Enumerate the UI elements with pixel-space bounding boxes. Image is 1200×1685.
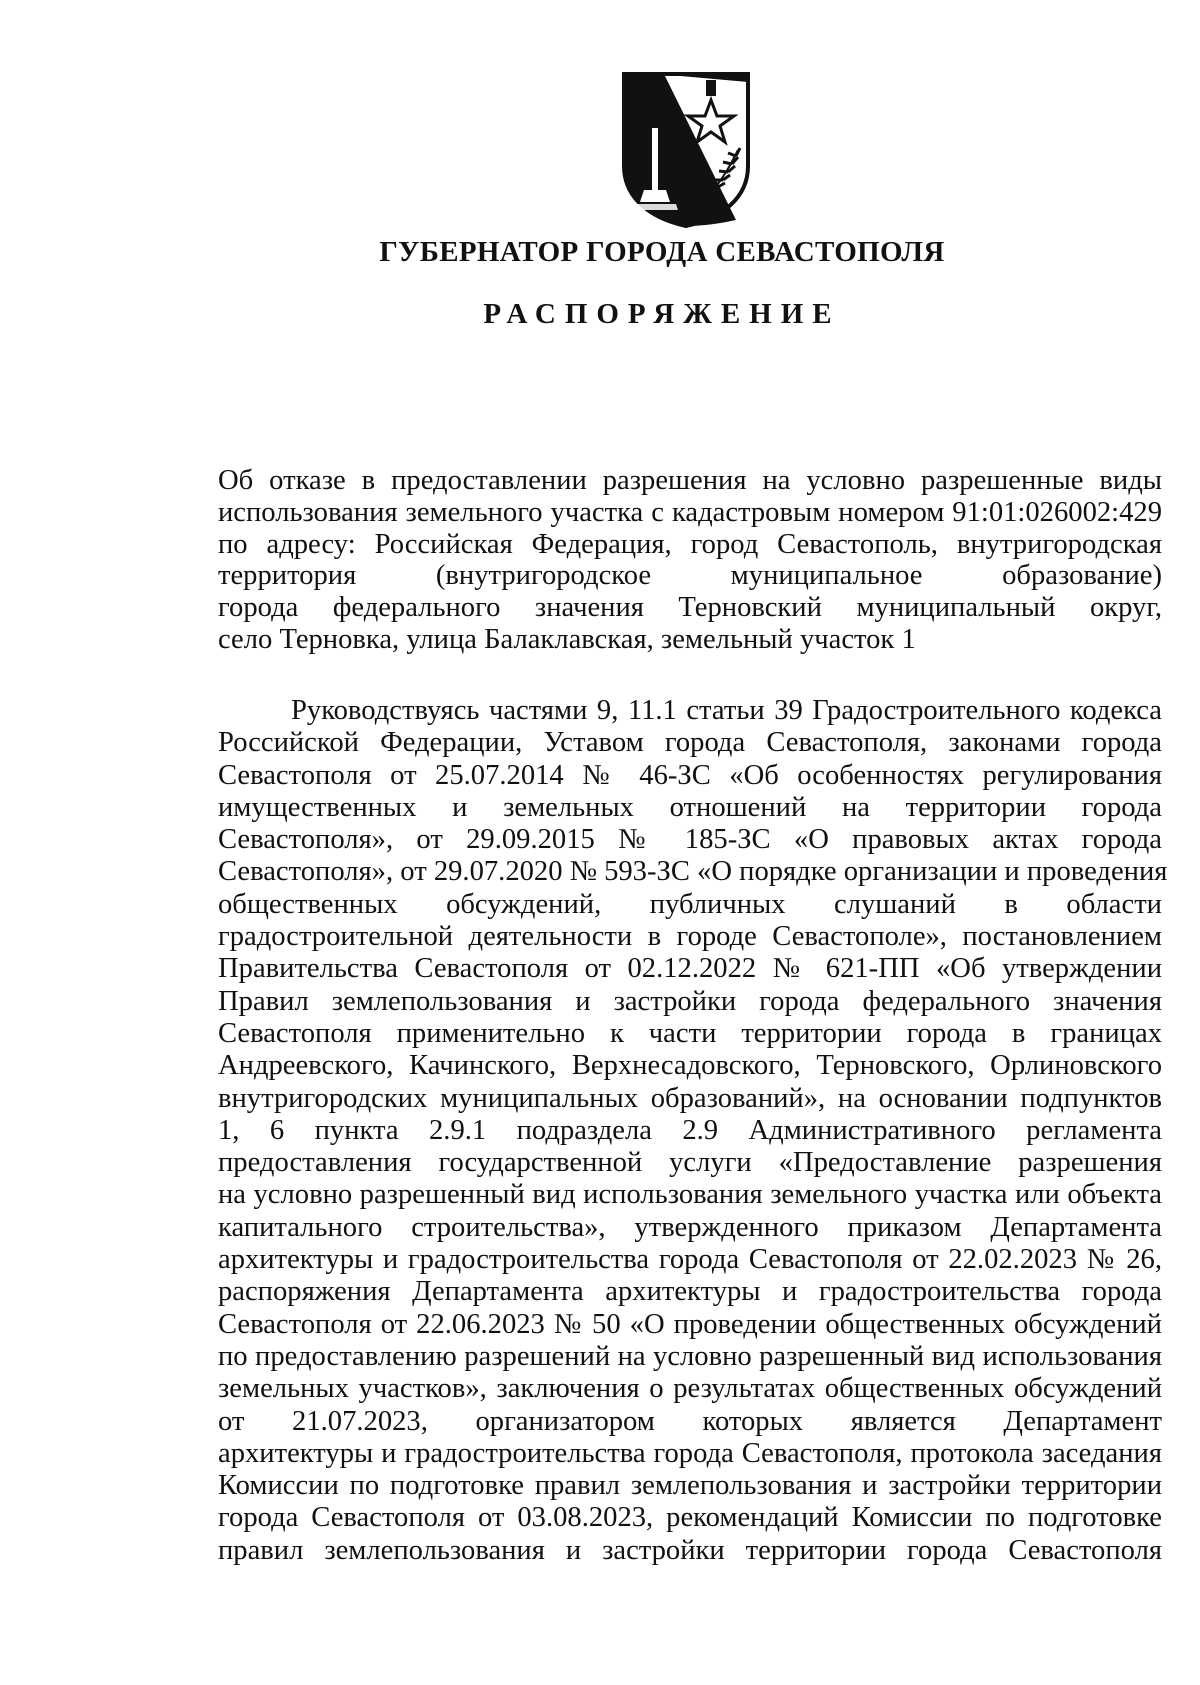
body-line: 1, 6 пункта 2.9.1 подраздела 2.9 Административного регламента <box>218 1114 1162 1146</box>
body-line: Руководствуясь частями 9, 11.1 статьи 39 Градостроительного кодекса <box>291 695 1162 726</box>
subject-line: города федерального значения Терновский муниципальный округ, <box>218 592 1162 624</box>
body-line: имущественных и земельных отношений на территории города <box>218 791 1162 823</box>
subject-line: территория (внутригородское муниципальное образование) <box>218 560 1162 592</box>
subject-line: село Терновка, улица Балаклавская, земельный участок 1 <box>218 623 916 655</box>
body-line: Андреевского, Качинского, Верхнесадовского, Терновского, Орлиновского <box>218 1050 1162 1082</box>
document-body-paragraph <box>218 695 1168 1567</box>
body-line: Севастополя от 22.06.2023 № 50 «О проведении общественных обсуждений <box>218 1308 1162 1340</box>
body-line: города Севастополя от 03.08.2023, рекомендаций Комиссии по подготовке <box>218 1502 1162 1534</box>
body-line: предоставления государственной услуги «Предоставление разрешения <box>218 1147 1162 1179</box>
document-type-title: РАСПОРЯЖЕНИЕ <box>483 298 841 330</box>
body-line: правил землепользования и застройки территории города Севастополя <box>218 1534 1162 1566</box>
body-line: на условно разрешенный вид использования земельного участка или объекта <box>218 1179 1162 1211</box>
body-line: по предоставлению разрешений на условно разрешенный вид использования <box>218 1340 1162 1372</box>
body-line: Российской Федерации, Уставом города Севастополя, законами города <box>218 727 1162 759</box>
body-line: капитального строительства», утвержденного приказом Департамента <box>218 1211 1162 1243</box>
body-line: архитектуры и градостроительства города Севастополя от 22.02.2023 № 26, <box>218 1244 1162 1276</box>
subject-line: использования земельного участка с кадастровым номером 91:01:026002:429 <box>218 496 1162 528</box>
body-line: общественных обсуждений, публичных слушаний в области <box>218 888 1162 920</box>
body-line: Правил землепользования и застройки города федерального значения <box>218 985 1162 1017</box>
body-line: архитектуры и градостроительства города Севастополя, протокола заседания <box>218 1437 1162 1469</box>
body-line: Севастополя», от 29.07.2020 № 593-ЗС «О порядке организации и проведения <box>218 856 1168 888</box>
body-line: Севастополя применительно к части территории города в границах <box>218 1017 1162 1049</box>
body-line: Правительства Севастополя от 02.12.2022 № 621-ПП «Об утверждении <box>218 953 1162 985</box>
subject-line: по адресу: Российская Федерация, город Севастополь, внутригородская <box>218 528 1162 560</box>
subject-line: Об отказе в предоставлении разрешения на условно разрешенные виды <box>218 465 1162 496</box>
body-line: внутригородских муниципальных образований», на основании подпунктов <box>218 1082 1162 1114</box>
body-line: Севастополя», от 29.09.2015 № 185-ЗС «О правовых актах города <box>218 824 1162 856</box>
body-line: градостроительной деятельности в городе Севастополе», постановлением <box>218 921 1162 953</box>
body-line: Севастополя от 25.07.2014 № 46-ЗС «Об особенностях регулирования <box>218 759 1162 791</box>
body-line: земельных участков», заключения о результатах общественных обсуждений <box>218 1373 1162 1405</box>
document-subject <box>218 465 1162 656</box>
body-line: распоряжения Департамента архитектуры и градостроительства города <box>218 1276 1162 1308</box>
body-line: Комиссии по подготовке правил землепользования и застройки территории <box>218 1470 1162 1502</box>
coat-of-arms-emblem <box>618 70 754 230</box>
issuing-authority-title: ГУБЕРНАТОР ГОРОДА СЕВАСТОПОЛЯ <box>379 236 945 268</box>
body-line: от 21.07.2023, организатором которых является Департамент <box>218 1405 1162 1437</box>
